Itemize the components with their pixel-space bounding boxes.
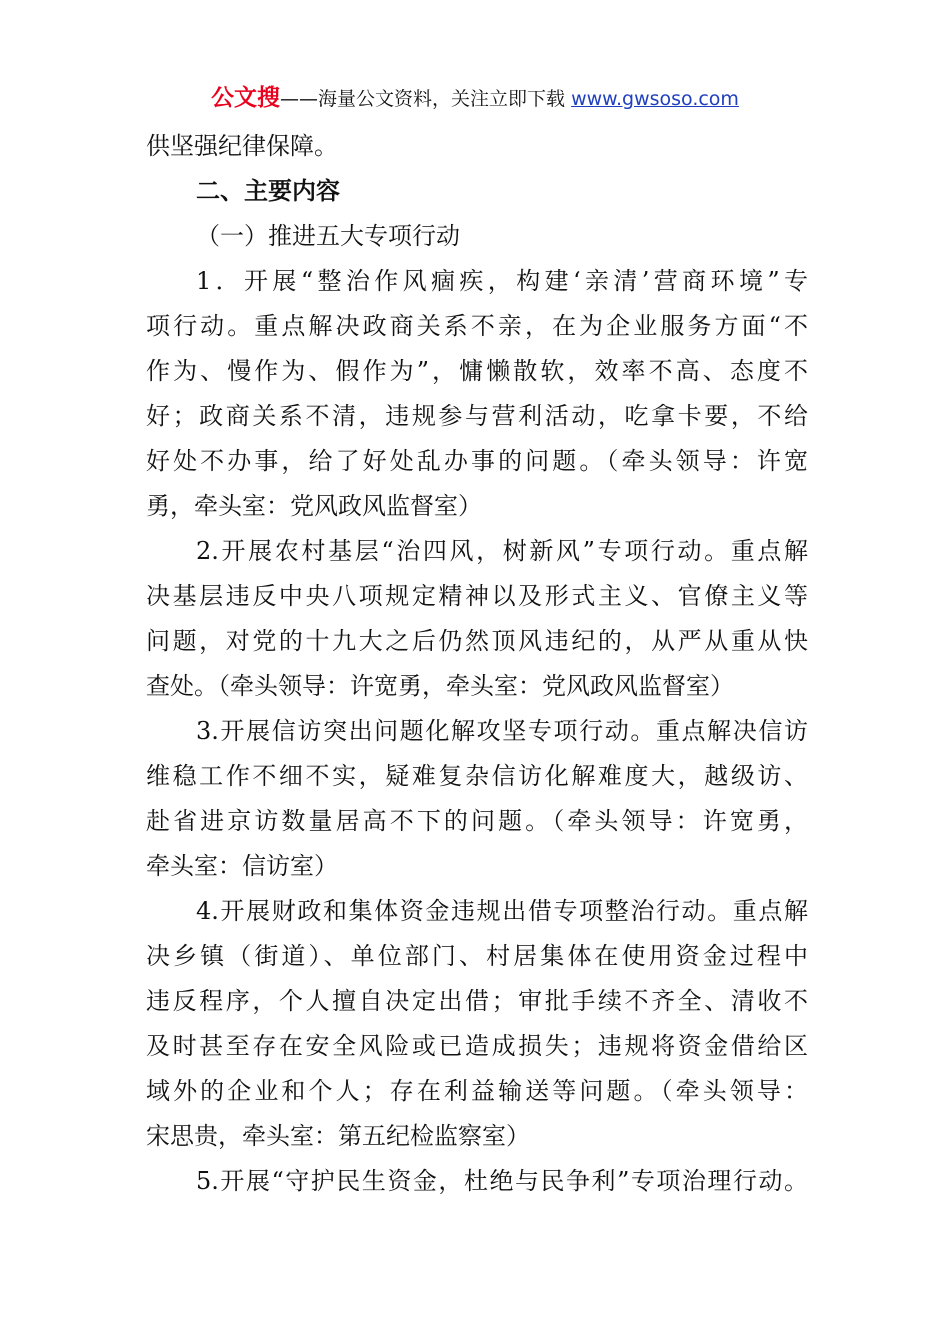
document-body — [146, 124, 808, 1204]
paragraph-line: 牵头室：信访室） — [146, 852, 338, 880]
paragraph-line: 维稳工作不细不实，疑难复杂信访化解难度大，越级访、 — [146, 762, 808, 790]
subsection-heading: （一）推进五大专项行动 — [196, 222, 460, 250]
section-heading: 二、主要内容 — [196, 177, 340, 205]
brand-logo-text: 公文搜 — [211, 85, 281, 111]
paragraph-line: 项行动。重点解决政商关系不亲，在为企业服务方面“不 — [146, 312, 808, 340]
paragraph-line: 供坚强纪律保障。 — [146, 132, 338, 160]
paragraph-line: 赴省进京访数量居高不下的问题。（牵头领导：许宽勇， — [146, 807, 808, 835]
paragraph-line: 5.开展“守护民生资金，杜绝与民争利”专项治理行动。 — [196, 1167, 808, 1195]
paragraph-line: 3.开展信访突出问题化解攻坚专项行动。重点解决信访 — [196, 717, 808, 745]
paragraph-line: 查处。（牵头领导：许宽勇，牵头室：党风政风监督室） — [146, 672, 734, 700]
paragraph-line: 4.开展财政和集体资金违规出借专项整治行动。重点解 — [196, 897, 808, 925]
header-tagline: ——海量公文资料，关注立即下载 — [280, 88, 572, 110]
paragraph-line: 问题，对党的十九大之后仍然顶风违纪的，从严从重从快 — [146, 627, 808, 655]
paragraph-line: 好；政商关系不清，违规参与营利活动，吃拿卡要，不给 — [146, 402, 808, 430]
paragraph-line: 1．开展“整治作风痼疾，构建‘亲清’营商环境”专 — [196, 267, 808, 295]
website-link[interactable]: www.gwsoso.com — [571, 88, 739, 110]
paragraph-line: 决基层违反中央八项规定精神以及形式主义、官僚主义等 — [146, 582, 808, 610]
paragraph-line: 好处不办事，给了好处乱办事的问题。（牵头领导：许宽 — [146, 447, 808, 475]
paragraph-line: 及时甚至存在安全风险或已造成损失；违规将资金借给区 — [146, 1032, 808, 1060]
paragraph-line: 宋思贵，牵头室：第五纪检监察室） — [146, 1122, 530, 1150]
paragraph-line: 违反程序，个人擅自决定出借；审批手续不齐全、清收不 — [146, 987, 808, 1015]
paragraph-line: 2.开展农村基层“治四风，树新风”专项行动。重点解 — [196, 537, 808, 565]
paragraph-line: 勇，牵头室：党风政风监督室） — [146, 492, 482, 520]
paragraph-line: 作为、慢作为、假作为”，慵懒散软，效率不高、态度不 — [146, 357, 808, 385]
paragraph-line: 决乡镇（街道）、单位部门、村居集体在使用资金过程中 — [146, 942, 808, 970]
paragraph-line: 域外的企业和个人；存在利益输送等问题。（牵头领导： — [146, 1077, 808, 1105]
page-header — [0, 84, 950, 113]
